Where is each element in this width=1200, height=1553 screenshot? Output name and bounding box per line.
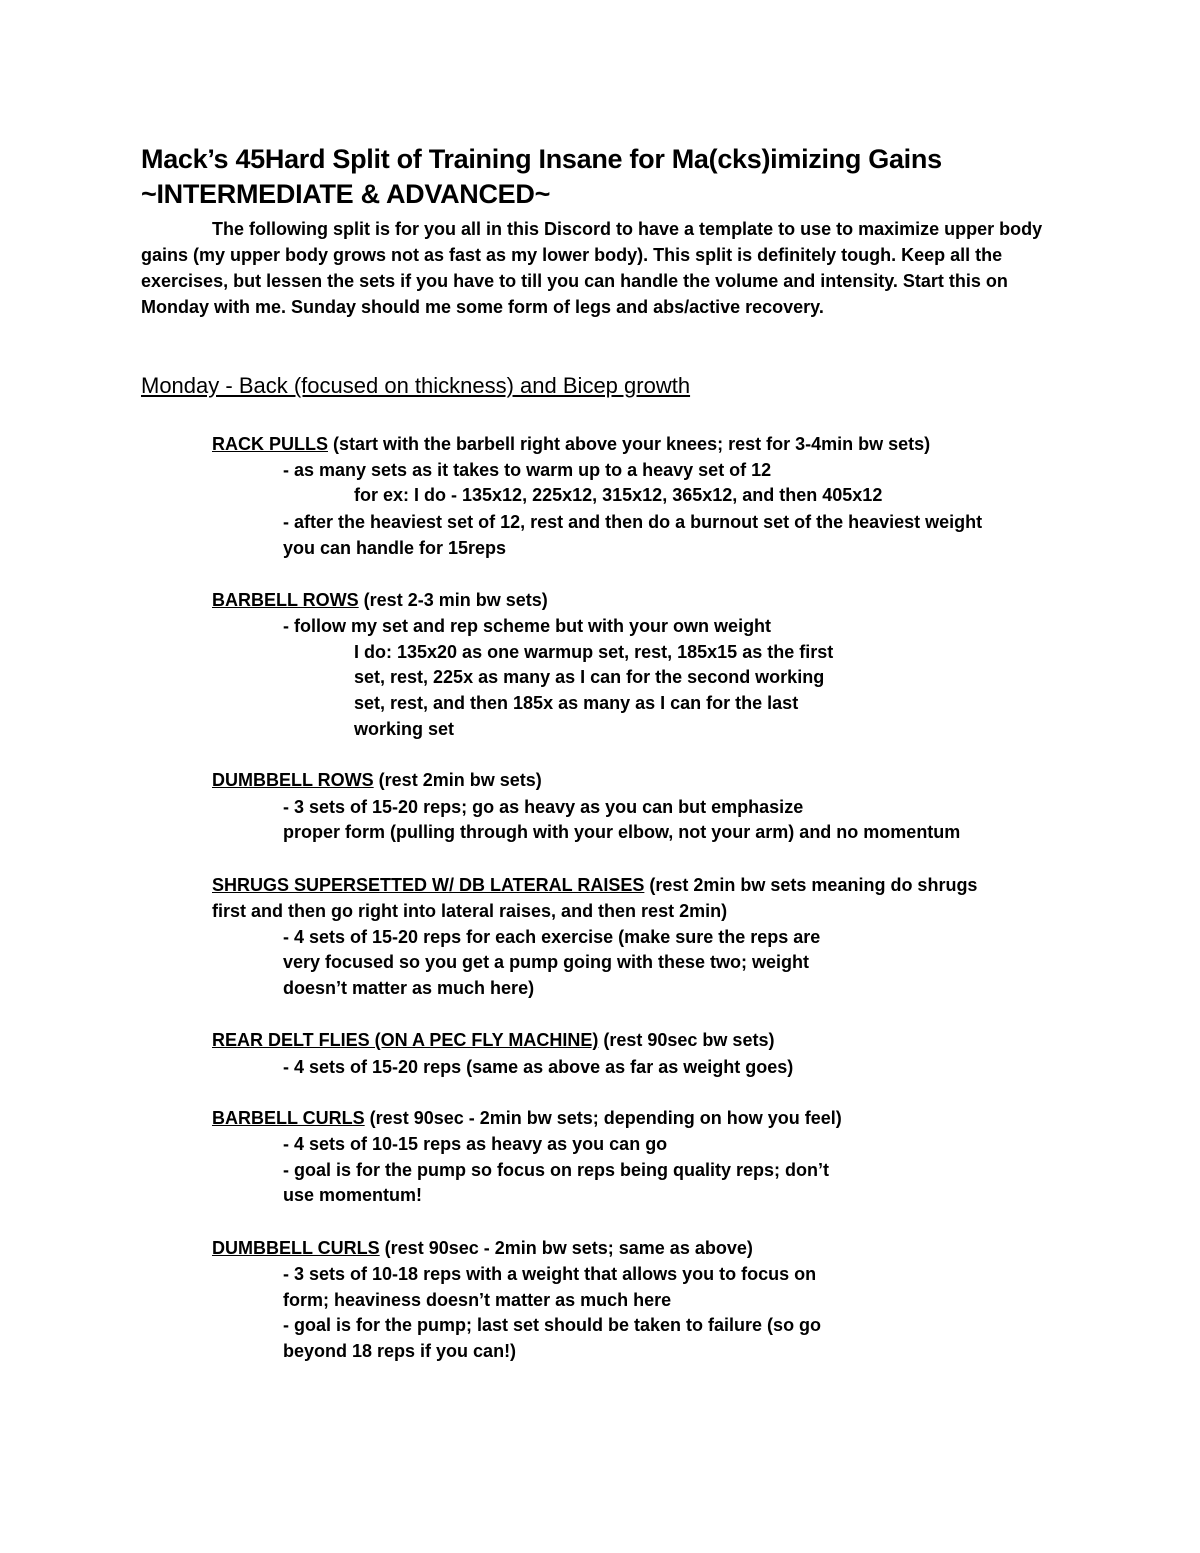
exercise-detail: beyond 18 reps if you can!) [283, 1341, 517, 1361]
exercise-note: (rest 90sec - 2min bw sets; depending on how you feel) [364, 1108, 842, 1128]
exercise-name: RACK PULLS [212, 434, 328, 454]
exercise-detail: form; heaviness doesn’t matter as much here [283, 1290, 672, 1310]
exercise-header [212, 587, 548, 613]
exercise-detail: use momentum! [283, 1185, 423, 1205]
exercise-header [212, 872, 977, 898]
exercise-detail: proper form (pulling through with your elbow, not your arm) and no momentum [283, 822, 961, 842]
exercise-note: (rest 2min bw sets) [373, 770, 542, 790]
exercise-header [212, 431, 930, 457]
exercise-detail: - as many sets as it takes to warm up to a heavy set of 12 [283, 460, 772, 480]
exercise-detail: working set [354, 719, 455, 739]
exercise-detail: doesn’t matter as much here) [283, 978, 535, 998]
exercise-note: (rest 90sec - 2min bw sets; same as above) [379, 1238, 753, 1258]
exercise-detail: - 4 sets of 15-20 reps for each exercise (make sure the reps are [283, 927, 821, 947]
exercise-name: BARBELL CURLS [212, 1108, 365, 1128]
exercise-header [212, 1027, 774, 1053]
exercise-detail: - goal is for the pump; last set should be taken to failure (so go [283, 1315, 822, 1335]
exercise-header [212, 767, 542, 793]
intro-paragraph: The following split is for you all in this Discord to have a template to use to maximize upper body gains (my upper body grows not as fast as my lower body). This split is definitely tough. Keep all the exercises, but lessen the sets if you have to till you can handle the volume and intensity. Start this on Monday with me. Sunday should me some form of legs and abs/active recovery. [141, 219, 1043, 317]
document-subtitle: ~INTERMEDIATE & ADVANCED~ [141, 179, 551, 209]
exercise-detail: set, rest, and then 185x as many as I can for the last [354, 693, 799, 713]
exercise-name: BARBELL ROWS [212, 590, 359, 610]
exercise-detail: - 4 sets of 15-20 reps (same as above as far as weight goes) [283, 1057, 794, 1077]
exercise-detail: - 4 sets of 10-15 reps as heavy as you can go [283, 1134, 668, 1154]
exercise-detail: I do: 135x20 as one warmup set, rest, 185x15 as the first [354, 642, 834, 662]
exercise-header [212, 1105, 842, 1131]
exercise-header [212, 1235, 753, 1261]
exercise-detail: - after the heaviest set of 12, rest and then do a burnout set of the heaviest weight [283, 512, 983, 532]
exercise-name: REAR DELT FLIES (ON A PEC FLY MACHINE) [212, 1030, 599, 1050]
exercise-note: (rest 2-3 min bw sets) [358, 590, 548, 610]
exercise-detail: very focused so you get a pump going with these two; weight [283, 952, 810, 972]
exercise-name: DUMBBELL CURLS [212, 1238, 380, 1258]
exercise-name: SHRUGS SUPERSETTED W/ DB LATERAL RAISES [212, 875, 645, 895]
exercise-detail: - 3 sets of 15-20 reps; go as heavy as you can but emphasize [283, 797, 804, 817]
exercise-note-continued: first and then go right into lateral raises, and then rest 2min) [212, 901, 728, 921]
document-title: Mack’s 45Hard Split of Training Insane for Ma(cks)imizing Gains [141, 144, 942, 174]
exercise-detail: - goal is for the pump so focus on reps being quality reps; don’t [283, 1160, 830, 1180]
exercise-detail: you can handle for 15reps [283, 538, 507, 558]
exercise-detail: set, rest, 225x as many as I can for the second working [354, 667, 825, 687]
exercise-note: (rest 2min bw sets meaning do shrugs [644, 875, 978, 895]
day-heading: Monday - Back (focused on thickness) and Bicep growth [141, 373, 691, 398]
exercise-note: (start with the barbell right above your knees; rest for 3-4min bw sets) [328, 434, 931, 454]
exercise-detail: for ex: I do - 135x12, 225x12, 315x12, 365x12, and then 405x12 [354, 485, 883, 505]
exercise-name: DUMBBELL ROWS [212, 770, 374, 790]
exercise-detail: - 3 sets of 10-18 reps with a weight that allows you to focus on [283, 1264, 817, 1284]
exercise-detail: - follow my set and rep scheme but with your own weight [283, 616, 772, 636]
exercise-note: (rest 90sec bw sets) [598, 1030, 775, 1050]
